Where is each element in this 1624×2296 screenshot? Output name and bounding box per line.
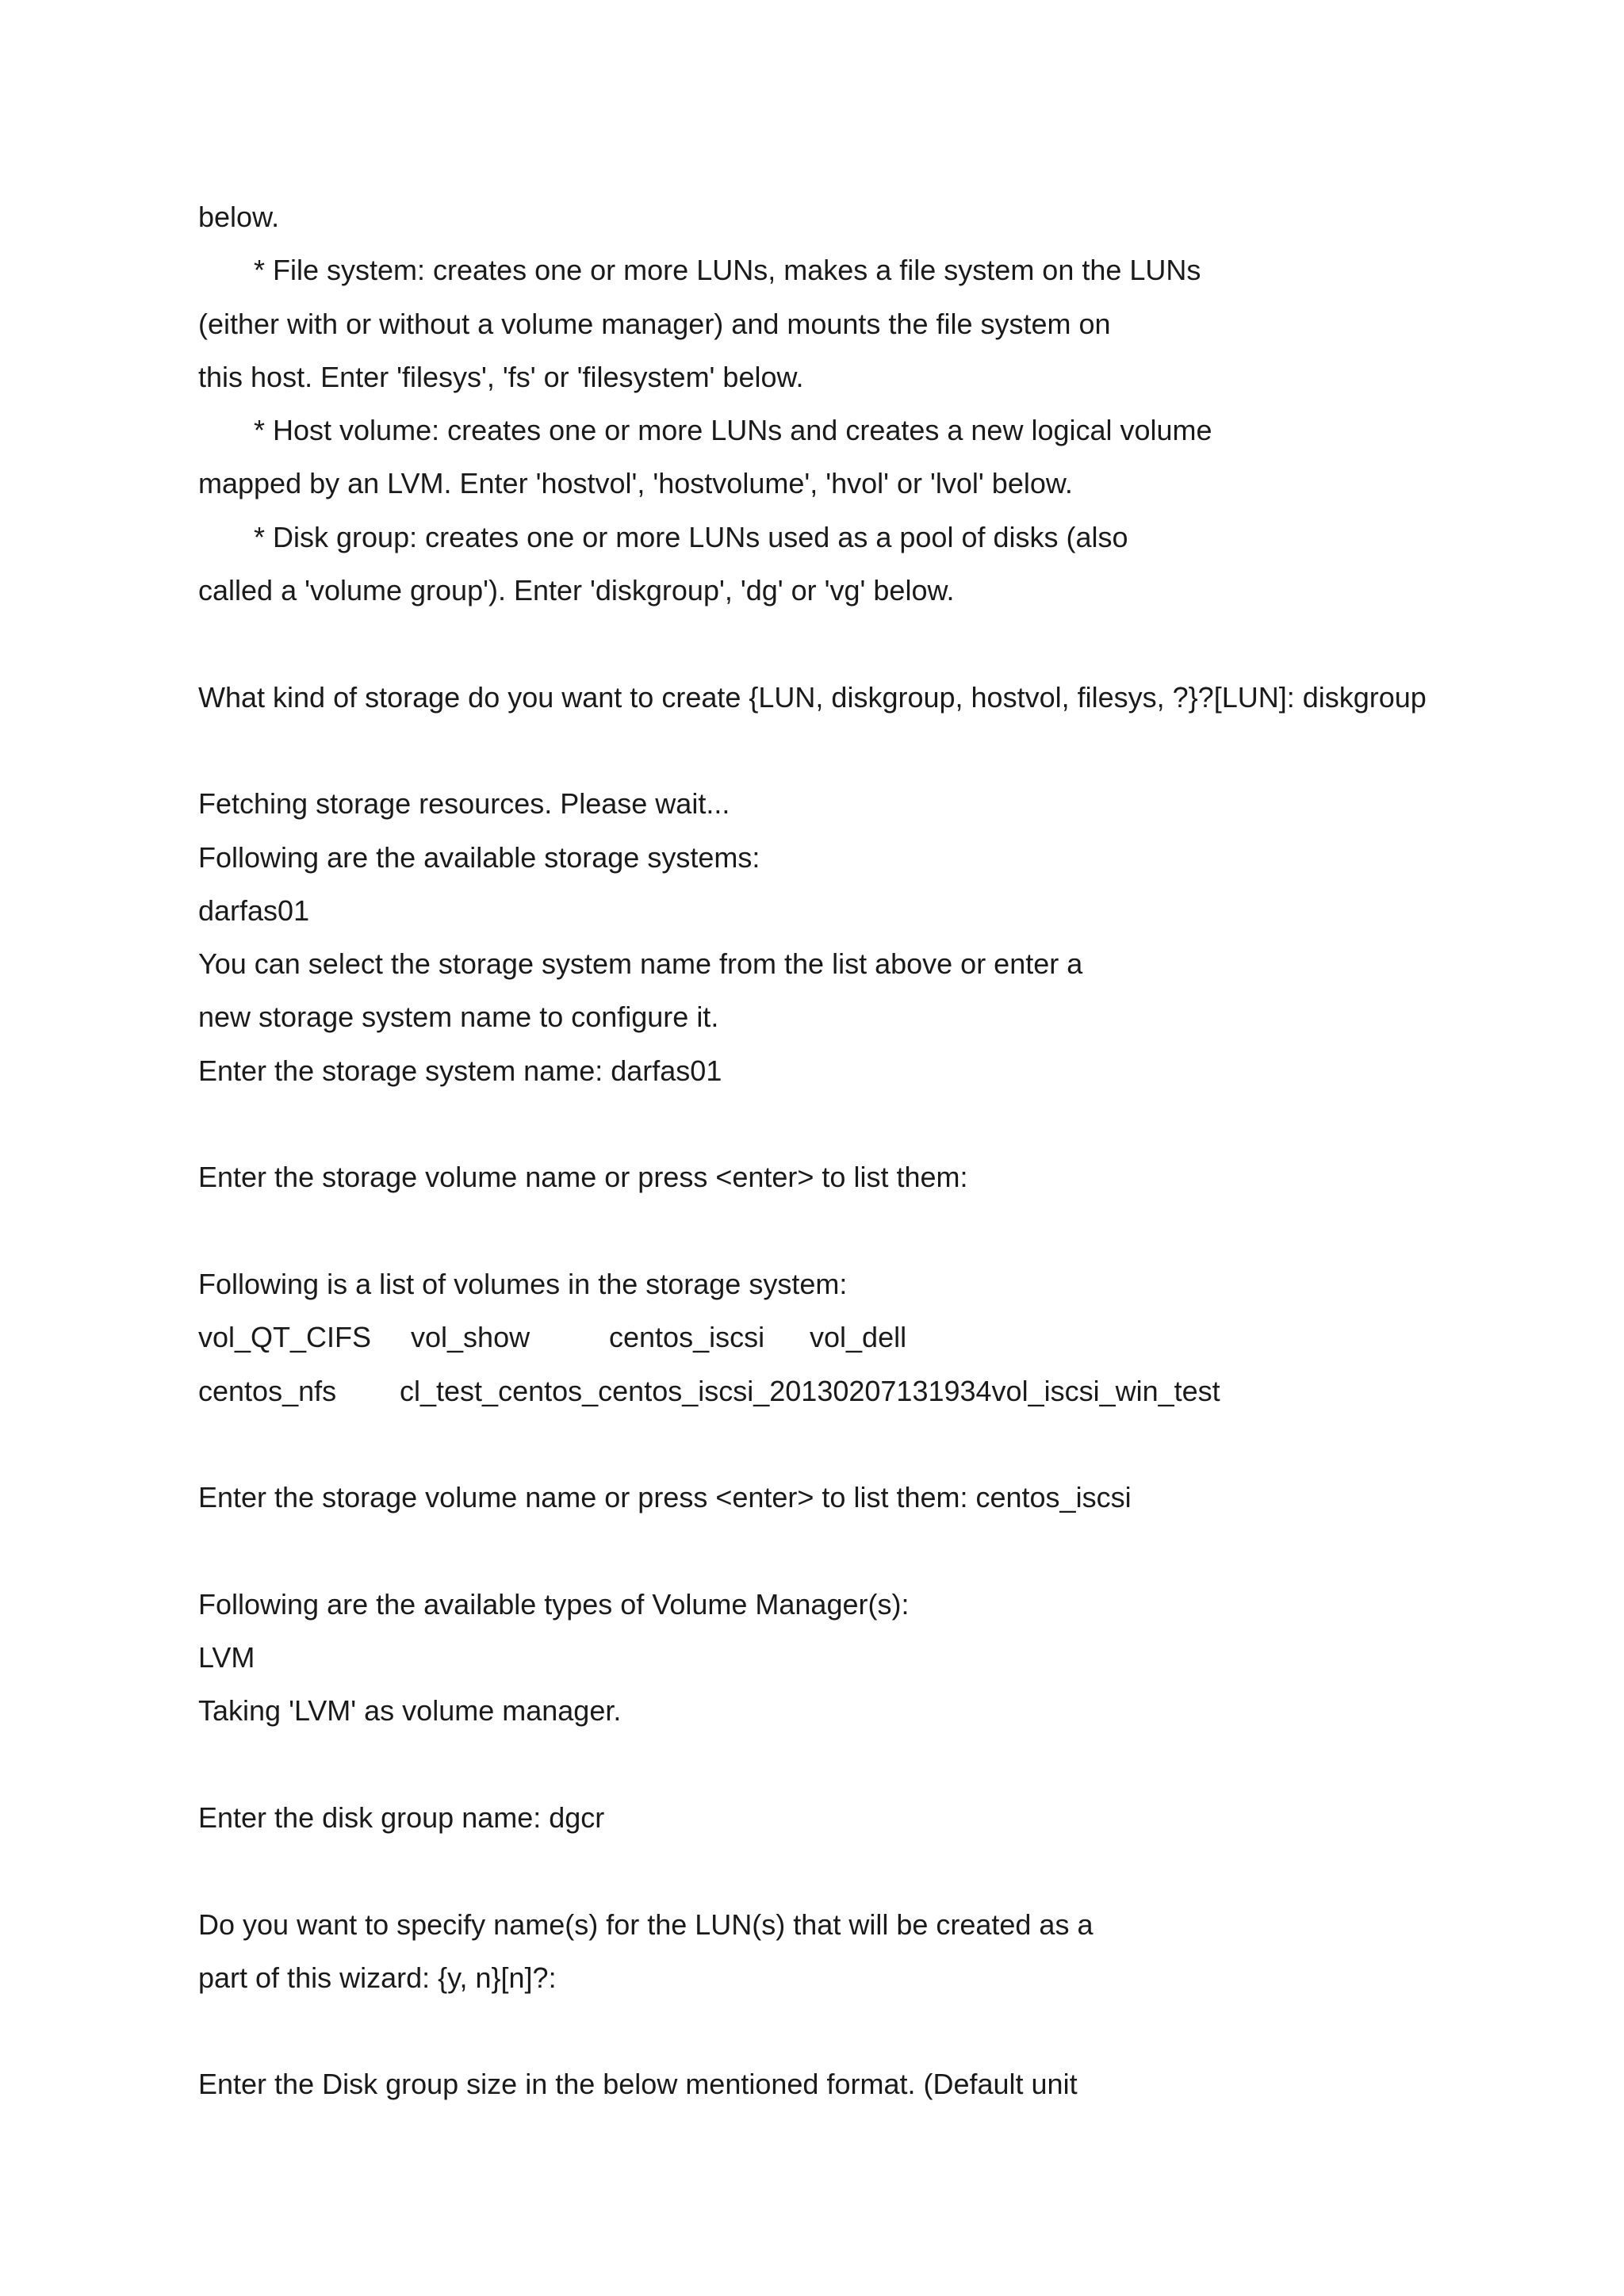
volume-list-row xyxy=(198,1311,1594,1364)
terminal-transcript xyxy=(198,190,1594,2111)
text-line: mapped by an LVM. Enter 'hostvol', 'hostvolume', 'hvol' or 'lvol' below. xyxy=(198,467,1073,500)
volume-item: centos_nfs xyxy=(198,1374,337,1407)
volume-item: vol_show xyxy=(411,1321,530,1354)
lun-name-prompt: part of this wizard: {y, n}[n]?: xyxy=(198,1961,557,1994)
text-line: called a 'volume group'). Enter 'diskgroup', 'dg' or 'vg' below. xyxy=(198,574,955,607)
blank-line xyxy=(198,1204,1594,1257)
text-line: Fetching storage resources. Please wait... xyxy=(198,787,730,821)
text-line: Following is a list of volumes in the storage system: xyxy=(198,1267,848,1300)
text-line: (either with or without a volume manager) and mounts the file system on xyxy=(198,307,1111,340)
storage-volume-prompt: Enter the storage volume name or press <enter> to list them: centos_iscsi xyxy=(198,1481,1132,1514)
text-line: * Host volume: creates one or more LUNs and creates a new logical volume xyxy=(254,414,1212,447)
text-line: this host. Enter 'filesys', 'fs' or 'filesystem' below. xyxy=(198,360,804,393)
text-line: You can select the storage system name from the list above or enter a xyxy=(198,947,1083,981)
text-line: Following are the available types of Volume Manager(s): xyxy=(198,1587,910,1621)
storage-volume-prompt: Enter the storage volume name or press <enter> to list them: xyxy=(198,1161,968,1194)
storage-kind-prompt: What kind of storage do you want to create {LUN, diskgroup, hostvol, filesys, ?}?[LUN]: diskgroup xyxy=(198,680,1427,714)
volume-manager-item: LVM xyxy=(198,1641,255,1674)
text-line: Enter the Disk group size in the below mentioned format. (Default unit xyxy=(198,2068,1078,2101)
disk-group-prompt: Enter the disk group name: dgcr xyxy=(198,1800,605,1834)
volume-item: vol_dell xyxy=(810,1321,907,1354)
blank-line xyxy=(198,724,1594,777)
volume-list-row xyxy=(198,1364,1594,1418)
blank-line xyxy=(198,1524,1594,1577)
text-line: below. xyxy=(198,201,280,233)
text-line: Taking 'LVM' as volume manager. xyxy=(198,1694,622,1728)
blank-line xyxy=(198,1738,1594,1791)
volume-item: centos_iscsi xyxy=(609,1321,765,1354)
text-line: * Disk group: creates one or more LUNs used as a pool of disks (also xyxy=(254,520,1128,553)
text-line: Do you want to specify name(s) for the LUN(s) that will be created as a xyxy=(198,1908,1094,1941)
text-line: * File system: creates one or more LUNs, makes a file system on the LUNs xyxy=(254,254,1201,287)
text-line: Following are the available storage systems: xyxy=(198,840,760,874)
text-line: new storage system name to configure it. xyxy=(198,1001,719,1034)
storage-system-item: darfas01 xyxy=(198,894,310,927)
blank-line xyxy=(198,1844,1594,1897)
blank-line xyxy=(198,1418,1594,1471)
blank-line xyxy=(198,617,1594,670)
storage-system-prompt: Enter the storage system name: darfas01 xyxy=(198,1054,722,1087)
volume-item: cl_test_centos_centos_iscsi_20130207131934vol_iscsi_win_test xyxy=(400,1374,1220,1407)
blank-line xyxy=(198,2004,1594,2057)
blank-line xyxy=(198,1097,1594,1150)
volume-item: vol_QT_CIFS xyxy=(198,1321,372,1354)
